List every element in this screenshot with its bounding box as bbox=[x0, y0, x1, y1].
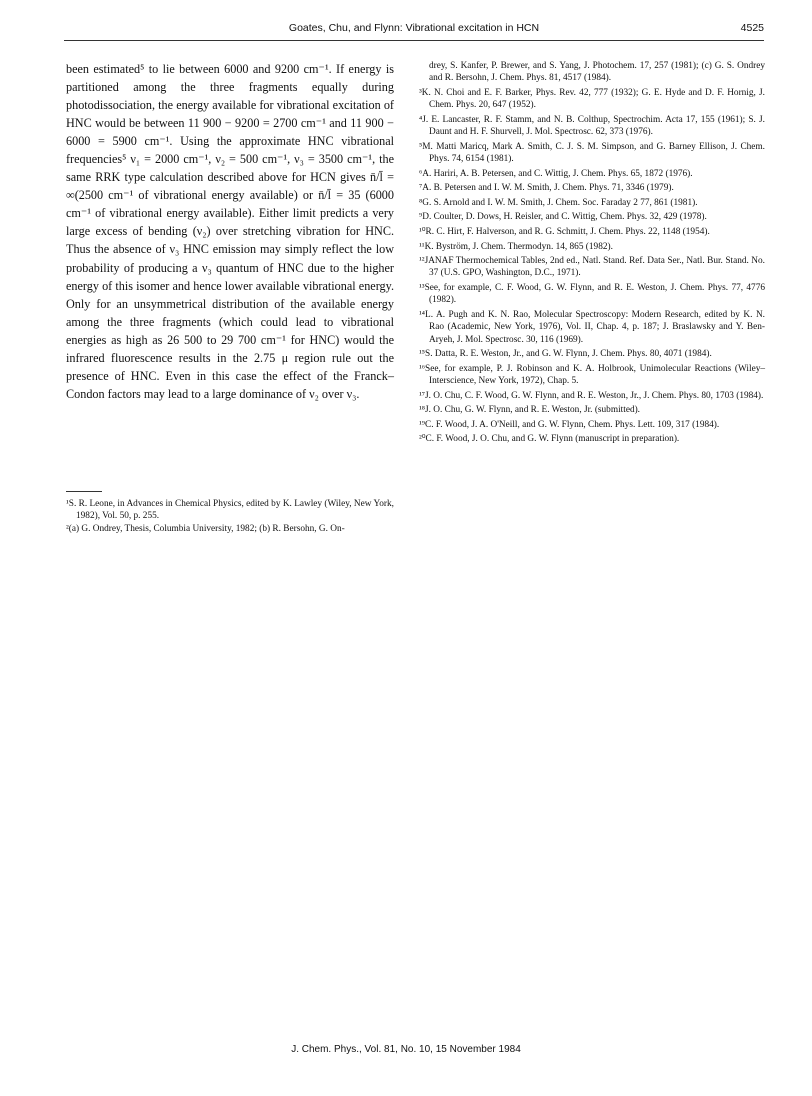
reference-11: ¹¹K. Byström, J. Chem. Thermodyn. 14, 865 (1982). bbox=[419, 241, 613, 252]
reference-5: ⁵M. Matti Maricq, Mark A. Smith, C. J. S. M. Simpson, and G. Barney Ellison, J. Chem. Phys. 74, 6154 (1981). bbox=[419, 141, 765, 164]
reference-4: ⁴J. E. Lancaster, R. F. Stamm, and N. B. Colthup, Spectrochim. Acta 17, 155 (1961); S. J. Daunt and H. F. Shurvell, J. Mol. Spectrosc. 62, 373 (1976). bbox=[419, 114, 765, 138]
footnote-1: ¹S. R. Leone, in Advances in Chemical Physics, edited by K. Lawley (Wiley, New York, 1982), Vol. 50, p. 255. bbox=[66, 498, 394, 522]
right-column bbox=[419, 60, 765, 448]
reference-9: ⁹D. Coulter, D. Dows, H. Reisler, and C. Wittig, Chem. Phys. 32, 429 (1978). bbox=[419, 212, 707, 223]
left-column bbox=[66, 60, 394, 537]
running-title: Goates, Chu, and Flynn: Vibrational excitation in HCN bbox=[288, 22, 540, 34]
footnotes bbox=[66, 498, 394, 536]
reference-20: ²⁰C. F. Wood, J. O. Chu, and G. W. Flynn (manuscript in preparation). bbox=[419, 434, 680, 445]
reference-16: ¹⁶See, for example, P. J. Robinson and K. A. Holbrook, Unimolecular Reactions (Wiley–Interscience, New York, 1972), Chap. 5. bbox=[419, 363, 765, 386]
reference-17: ¹⁷J. O. Chu, C. F. Wood, G. W. Flynn, and R. E. Weston, Jr., J. Chem. Phys. 80, 1703 (1984). bbox=[419, 390, 764, 401]
reference-2-continued: drey, S. Kanfer, P. Brewer, and S. Yang, J. Photochem. 17, 257 (1981); (c) G. S. Ondrey and R. Bersohn, J. Chem. Phys. 81, 4517 (1984). bbox=[429, 61, 765, 84]
reference-7: ⁷A. B. Petersen and I. W. M. Smith, J. Chem. Phys. 71, 3346 (1979). bbox=[419, 183, 674, 194]
footnote-divider bbox=[66, 491, 102, 492]
body-paragraph: been estimated⁵ to lie between 6000 and 9200 cm⁻¹. If energy is partitioned among the three fragments equally during photodissociation, the energy available for vibrational excitation of HNC would be between 11 900 − 9200 = 2700 cm⁻¹ and 11 900 − 6000 = 5900 cm⁻¹. Using the approximate HNC vibrational frequencies⁵ ν₁ = 2000 cm⁻¹, ν₂ = 500 cm⁻¹, ν₃ = 3500 cm⁻¹, the same RRK type calculation described above for HCN gives n̄/l̄ = ∞(2500 cm⁻¹ of vibrational energy available) or n̄/l̄ = 35 (6000 cm⁻¹ of vibrational energy available). Either limit predicts a very large excess of bending (ν₂) over stretching vibration for HNC. Thus the absence of ν₃ HNC emission may simply reflect the low probability of producing a ν₃ quantum of HNC due to the higher energy of this isomer and hence lower available vibrational energy. Only for an unsymmetrical distribution of the available energy among the three fragments (which could lead to vibrational energies as high as 26 500 to 29 700 cm⁻¹ for HNC) would the infrared fluorescence results in the 2.75 μ region rule out the presence of HNC. Even in this case the effect of the Franck–Condon factors may lead to a large dominance of ν₂ over ν₃. bbox=[66, 62, 394, 401]
header-rule bbox=[64, 40, 764, 41]
reference-12: ¹²JANAF Thermochemical Tables, 2nd ed., Natl. Stand. Ref. Data Ser., Natl. Bur. Stand. No. 37 (U.S. GPO, Washington, D.C., 1971). bbox=[419, 256, 765, 279]
reference-6: ⁶A. Hariri, A. B. Petersen, and C. Wittig, J. Chem. Phys. 65, 1872 (1976). bbox=[419, 168, 693, 179]
footnote-2: ²(a) G. Ondrey, Thesis, Columbia University, 1982; (b) R. Bersohn, G. On- bbox=[66, 524, 345, 535]
journal-footer: J. Chem. Phys., Vol. 81, No. 10, 15 November 1984 bbox=[291, 1044, 521, 1055]
reference-13: ¹³See, for example, C. F. Wood, G. W. Flynn, and R. E. Weston, J. Chem. Phys. 77, 4776 (1982). bbox=[419, 283, 765, 306]
reference-3: ³K. N. Choi and E. F. Barker, Phys. Rev. 42, 777 (1932); G. E. Hyde and D. F. Hornig, J. Chem. Phys. 20, 647 (1952). bbox=[419, 87, 765, 111]
reference-19: ¹⁹C. F. Wood, J. A. O'Neill, and G. W. Flynn, Chem. Phys. Lett. 109, 317 (1984). bbox=[419, 419, 720, 430]
reference-14: ¹⁴L. A. Pugh and K. N. Rao, Molecular Spectroscopy: Modern Research, edited by K. N. Rao (Academic, New York, 1976), Vol. II, Chap. 4, p. 187; J. Braslawsky and Y. Ben-Aryeh, J. Mol. Spectrosc. 30, 116 (1969). bbox=[419, 309, 765, 345]
page-number: 4525 bbox=[740, 22, 764, 34]
reference-18: ¹⁸J. O. Chu, G. W. Flynn, and R. E. Weston, Jr. (submitted). bbox=[419, 405, 641, 416]
running-header bbox=[64, 22, 764, 40]
reference-10: ¹⁰R. C. Hirt, F. Halverson, and R. G. Schmitt, J. Chem. Phys. 22, 1148 (1954). bbox=[419, 226, 710, 237]
reference-15: ¹⁵S. Datta, R. E. Weston, Jr., and G. W. Flynn, J. Chem. Phys. 80, 4071 (1984). bbox=[419, 349, 712, 360]
reference-8: ⁸G. S. Arnold and I. W. M. Smith, J. Chem. Soc. Faraday 2 77, 861 (1981). bbox=[419, 197, 698, 208]
